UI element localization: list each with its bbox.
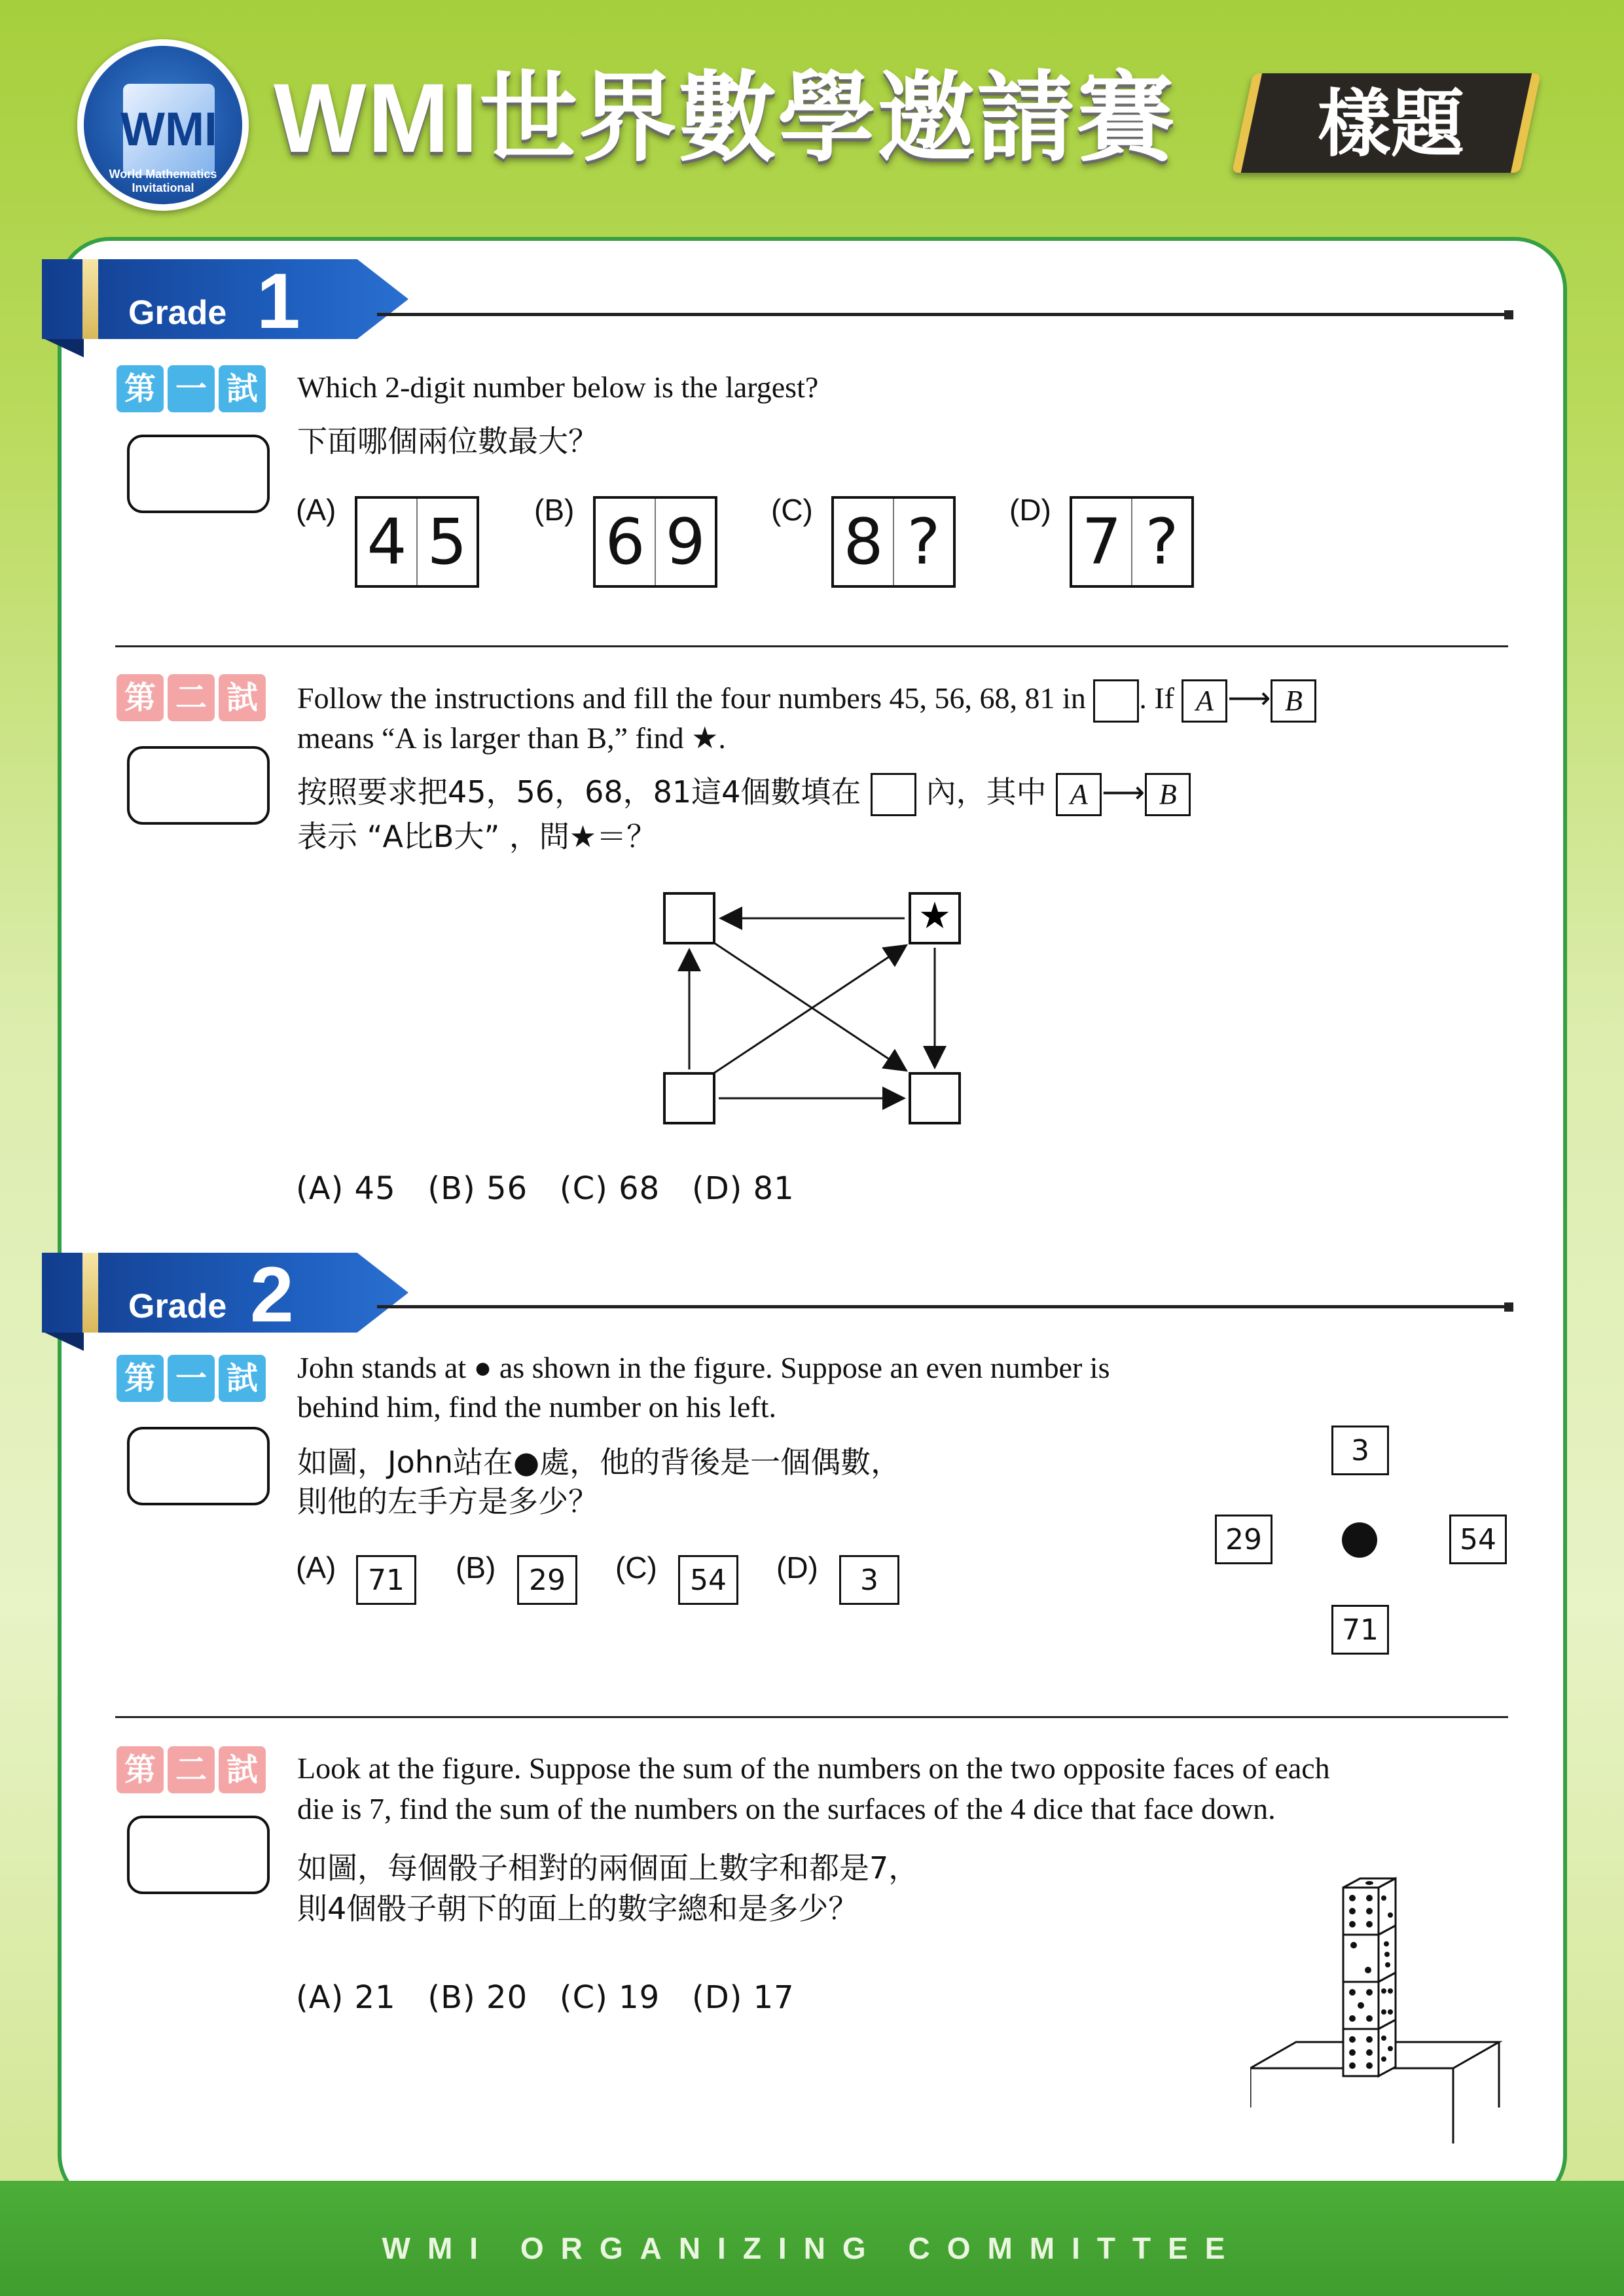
grade-rule-end — [1504, 1302, 1513, 1312]
die-4-front — [1343, 2029, 1379, 2076]
question-text-zh: 如圖，每個骰子相對的兩個面上數字和都是7， — [297, 1850, 919, 1886]
round-1-badge: 第 一 試 — [117, 365, 266, 412]
logo-cube: WMI — [123, 84, 215, 175]
arrow-tl-to-br — [713, 942, 905, 1069]
answer-box[interactable] — [127, 1427, 270, 1505]
grade-banner-stripe — [82, 1253, 98, 1333]
john-dot-icon — [1342, 1522, 1377, 1558]
question-separator — [115, 1716, 1508, 1718]
star-icon: ★ — [918, 895, 952, 937]
round-1-badge: 第 一 試 — [117, 1355, 266, 1402]
footer-text: WMI ORGANIZING COMMITTEE — [382, 2231, 1242, 2265]
option-c-label: (C) — [615, 1551, 657, 1585]
figure-left-number: 29 — [1215, 1515, 1272, 1564]
var-a-box: A — [1182, 679, 1227, 723]
question-text-zh: 按照要求把45，56，68，81這4個數填在 內，其中 A ⟶ B — [297, 772, 1191, 816]
arrow-bl-to-star — [713, 946, 905, 1073]
diagram-box-bottom-right — [910, 1073, 960, 1123]
grade-number: 1 — [257, 257, 300, 345]
grade-rule — [377, 1305, 1509, 1308]
grade-label: Grade — [128, 294, 227, 332]
dice-tower-figure — [1250, 1872, 1506, 2147]
option-a-label: (A) — [296, 493, 336, 527]
die-2-front — [1343, 1935, 1379, 1982]
option-b-value: 29 — [517, 1555, 577, 1605]
question-text-zh-line2: 表示 “A比B大” ，問★＝？ — [297, 819, 657, 854]
option-c-value: 54 — [678, 1555, 738, 1605]
arrow-symbol: ⟶ — [1227, 680, 1271, 715]
answer-options: (A) 45 (B) 56 (C) 68 (D) 81 — [296, 1170, 795, 1207]
var-a-box: A — [1056, 773, 1102, 816]
arrow-symbol: ⟶ — [1102, 774, 1146, 810]
grade-label: Grade — [128, 1287, 227, 1325]
question-text-en: Look at the figure. Suppose the sum of the numbers on the two opposite faces of each — [297, 1751, 1330, 1785]
grade-rule-end — [1504, 310, 1513, 319]
var-b-box: B — [1145, 773, 1191, 816]
die-4-side — [1379, 2020, 1396, 2076]
option-a-number: 4 5 — [355, 496, 479, 588]
blank-box — [871, 773, 916, 816]
diagram-box-top-left — [664, 893, 714, 943]
option-d-value: 3 — [839, 1555, 899, 1605]
grade-number: 2 — [250, 1251, 294, 1338]
question-text-en-line2: behind him, find the number on his left. — [297, 1390, 777, 1424]
question-text-zh: 如圖，John站在●處，他的背後是一個偶數， — [297, 1444, 901, 1480]
grade-rule — [377, 313, 1509, 316]
question-separator — [115, 645, 1508, 647]
logo-ring-text: World Mathematics Invitational — [109, 168, 217, 194]
answer-box[interactable] — [127, 746, 270, 825]
answer-box[interactable] — [127, 435, 270, 513]
option-b-label: (B) — [456, 1551, 496, 1585]
option-d-label: (D) — [1009, 493, 1051, 527]
diagram-box-bottom-left — [664, 1073, 714, 1123]
option-d-number: 7 ? — [1070, 496, 1194, 588]
option-a-label: (A) — [296, 1551, 336, 1585]
option-b-number: 6 9 — [593, 496, 717, 588]
arrow-diagram — [648, 877, 988, 1139]
question-text-en: Follow the instructions and fill the four numbers 45, 56, 68, 81 in . If A ⟶ B — [297, 678, 1316, 723]
question-text-en: John stands at ● as shown in the figure. Suppose an even number is — [297, 1351, 1110, 1384]
die-1-front — [1343, 1888, 1379, 1935]
question-text-en: Which 2-digit number below is the largest? — [297, 370, 819, 404]
wmi-logo — [77, 39, 249, 211]
sample-tag: 樣題 — [1318, 82, 1464, 167]
page-title: WMI世界數學邀請賽 — [274, 63, 1176, 173]
figure-top-number: 3 — [1331, 1426, 1389, 1475]
figure-bottom-number: 71 — [1331, 1605, 1389, 1655]
option-d-label: (D) — [776, 1551, 818, 1585]
blank-box — [1093, 679, 1139, 723]
answer-options: (A) 21 (B) 20 (C) 19 (D) 17 — [296, 1979, 795, 2016]
question-text-zh: 下面哪個兩位數最大？ — [297, 423, 598, 459]
var-b-box: B — [1271, 679, 1316, 723]
grade-banner-stripe — [82, 259, 98, 339]
option-c-label: (C) — [771, 493, 813, 527]
option-a-value: 71 — [356, 1555, 416, 1605]
question-text-zh-line2: 則4個骰子朝下的面上的數字總和是多少？ — [297, 1891, 859, 1926]
round-2-badge: 第 二 試 — [117, 1746, 266, 1793]
figure-right-number: 54 — [1449, 1515, 1507, 1564]
round-2-badge: 第 二 試 — [117, 674, 266, 721]
question-text-en-line2: means “A is larger than B,” find ★. — [297, 721, 726, 755]
option-c-number: 8 ? — [831, 496, 956, 588]
question-text-en-line2: die is 7, find the sum of the numbers on the surfaces of the 4 dice that face down. — [297, 1792, 1276, 1825]
question-text-zh-line2: 則他的左手方是多少？ — [297, 1484, 598, 1519]
answer-box[interactable] — [127, 1816, 270, 1894]
option-b-label: (B) — [534, 493, 575, 527]
